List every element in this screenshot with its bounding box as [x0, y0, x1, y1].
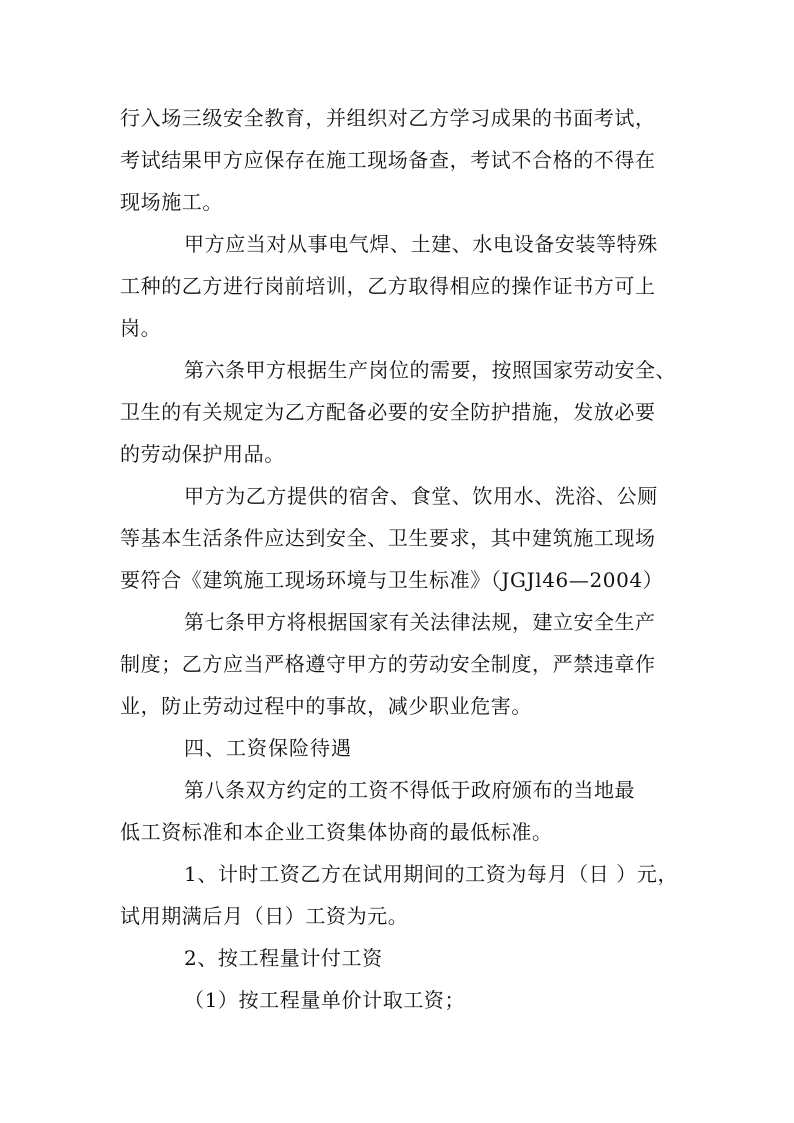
text-line: 的劳动保护用品。	[120, 442, 285, 466]
paragraph-first-line: 甲方应当对从事电气焊、土建、水电设备安装等特殊	[184, 232, 658, 256]
list-item-2: 2、按工程量计付工资	[184, 946, 383, 970]
text-line: 试用期满后月（日）工资为元。	[120, 904, 409, 928]
text-line: 工种的乙方进行岗前培训，乙方取得相应的操作证书方可上	[120, 274, 656, 298]
text-line: 低工资标准和本企业工资集体协商的最低标准。	[120, 820, 553, 844]
paragraph-first-line: 甲方为乙方提供的宿舍、食堂、饮用水、洗浴、公厕	[184, 484, 658, 508]
clause-7-first-line: 第七条甲方将根据国家有关法律法规，建立安全生产	[184, 610, 656, 634]
text-line: 考试结果甲方应保存在施工现场备查，考试不合格的不得在	[120, 148, 656, 172]
clause-6-first-line: 第六条甲方根据生产岗位的需要，按照国家劳动安全、	[184, 358, 676, 382]
text-line: 业，防止劳动过程中的事故，减少职业危害。	[120, 694, 532, 718]
sub-list-item-1: （1）按工程量单价计取工资；	[184, 988, 466, 1012]
text-line: 制度；乙方应当严格遵守甲方的劳动安全制度，严禁违章作	[120, 652, 656, 676]
text-line: 等基本生活条件应达到安全、卫生要求，其中建筑施工现场	[120, 526, 656, 550]
text-line: 要符合《建筑施工现场环境与卫生标准》（JGJl46—2004）	[120, 568, 664, 592]
clause-8-first-line: 第八条双方约定的工资不得低于政府颁布的当地最	[184, 778, 635, 802]
section-heading: 四、工资保险待遇	[184, 736, 352, 760]
text-line: 卫生的有关规定为乙方配备必要的安全防护措施，发放必要	[120, 400, 656, 424]
text-line: 现场施工。	[120, 190, 223, 214]
text-line: 岗。	[120, 316, 162, 340]
list-item-1-first-line: 1、计时工资乙方在试用期间的工资为每月（日 ）元，	[184, 862, 679, 886]
text-line: 行入场三级安全教育，并组织对乙方学习成果的书面考试，	[120, 106, 656, 130]
